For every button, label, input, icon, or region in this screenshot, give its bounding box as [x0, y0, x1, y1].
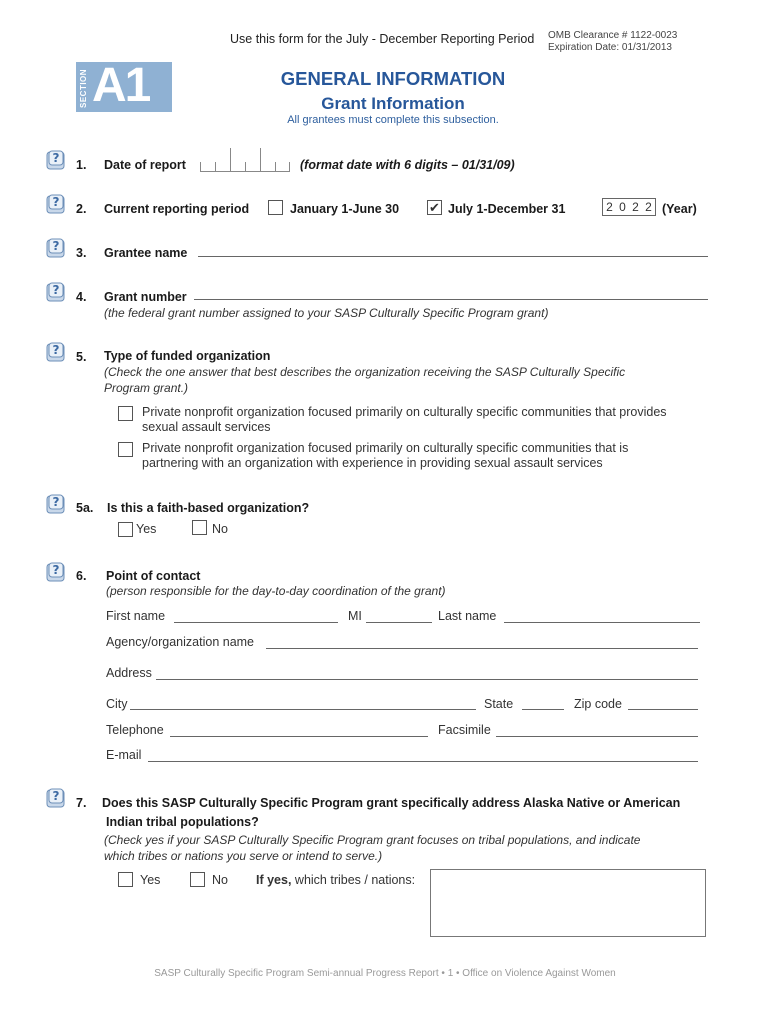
nonprofit-provides-checkbox[interactable]	[118, 406, 133, 421]
tribal-yes-label: Yes	[140, 873, 161, 887]
tribal-no-label: No	[212, 873, 228, 887]
mi-field[interactable]	[366, 622, 432, 623]
email-field[interactable]	[148, 761, 698, 762]
date-of-report-field[interactable]	[200, 148, 290, 172]
help-icon[interactable]	[46, 150, 66, 170]
q1-label: Date of report	[104, 158, 186, 172]
help-icon[interactable]	[46, 494, 66, 514]
q7-label-line1: Does this SASP Culturally Specific Program grant specifically address Alaska Native or American	[102, 796, 681, 810]
section-word: SECTION	[79, 68, 88, 108]
jan-june-checkbox[interactable]	[268, 200, 283, 215]
section-code: A1	[92, 59, 150, 112]
omb-number: OMB Clearance # 1122-0023	[548, 30, 678, 41]
q2-label: Current reporting period	[104, 202, 250, 216]
year-field[interactable]	[602, 198, 656, 216]
jan-june-label: January 1-June 30	[290, 202, 400, 216]
help-icon[interactable]	[46, 282, 66, 302]
tribes-nations-textarea[interactable]	[430, 869, 706, 937]
facsimile-field[interactable]	[496, 736, 698, 737]
july-dec-label: July 1-December 31	[448, 202, 566, 216]
state-label: State	[484, 697, 514, 711]
svg-text:?: ?	[52, 195, 60, 209]
address-label: Address	[106, 666, 152, 680]
nonprofit-partnering-line2: partnering with an organization with experience in providing sexual assault services	[142, 456, 603, 470]
state-field[interactable]	[522, 709, 564, 710]
q5-hint-line1: (Check the one answer that best describes the organization receiving the SASP Culturally Specific	[104, 365, 626, 379]
omb-clearance	[548, 30, 677, 54]
telephone-label: Telephone	[106, 723, 164, 737]
q6-label: Point of contact	[106, 569, 201, 583]
tribes-prompt-bold: If yes,	[256, 873, 292, 887]
grant-number-field[interactable]	[194, 299, 708, 300]
svg-text:?: ?	[52, 343, 60, 357]
city-field[interactable]	[130, 709, 476, 710]
last-name-field[interactable]	[504, 622, 700, 623]
email-label: E-mail	[106, 748, 142, 762]
help-icon[interactable]	[46, 238, 66, 258]
facsimile-label: Facsimile	[438, 723, 491, 737]
svg-text:?: ?	[52, 495, 60, 509]
faith-yes-label: Yes	[136, 522, 157, 536]
q4-hint: (the federal grant number assigned to your SASP Culturally Specific Program grant)	[104, 306, 549, 320]
svg-text:?: ?	[52, 239, 60, 253]
year-digit: 0	[619, 200, 626, 214]
tribal-no-checkbox[interactable]	[190, 872, 205, 887]
help-icon[interactable]	[46, 562, 66, 582]
q6-number: 6.	[76, 569, 87, 583]
address-field[interactable]	[156, 679, 698, 680]
help-icon[interactable]	[46, 788, 66, 808]
faith-yes-checkbox[interactable]	[118, 522, 133, 537]
year-digit: 2	[606, 200, 613, 214]
svg-text:?: ?	[52, 151, 60, 165]
q1-format-hint: (format date with 6 digits – 01/31/09)	[300, 158, 515, 172]
q3-label: Grantee name	[104, 246, 188, 260]
last-name-label: Last name	[438, 609, 497, 623]
svg-text:?: ?	[52, 563, 60, 577]
zip-field[interactable]	[628, 709, 698, 710]
svg-text:?: ?	[52, 789, 60, 803]
q1-number: 1.	[76, 158, 87, 172]
q7-hint-line1: (Check yes if your SASP Culturally Specific Program grant focuses on tribal populations, and indicate	[104, 833, 641, 847]
zip-label: Zip code	[574, 697, 622, 711]
tribes-prompt	[256, 872, 415, 888]
telephone-field[interactable]	[170, 736, 428, 737]
q3-number: 3.	[76, 246, 87, 260]
reporting-period-note: Use this form for the July - December Reporting Period	[230, 32, 535, 46]
q4-number: 4.	[76, 290, 87, 304]
year-digit: 2	[632, 200, 639, 214]
q5-label: Type of funded organization	[104, 349, 271, 363]
july-dec-checkbox[interactable]: ✔	[427, 200, 442, 215]
nonprofit-partnering-line1: Private nonprofit organization focused primarily on culturally specific communities that is	[142, 441, 629, 455]
q2-number: 2.	[76, 202, 87, 216]
mi-label: MI	[348, 609, 362, 623]
first-name-field[interactable]	[174, 622, 338, 623]
nonprofit-partnering-checkbox[interactable]	[118, 442, 133, 457]
first-name-label: First name	[106, 609, 166, 623]
nonprofit-provides-line1: Private nonprofit organization focused primarily on culturally specific communities that provides	[142, 405, 667, 419]
q6-hint: (person responsible for the day-to-day coordination of the grant)	[106, 584, 446, 598]
q7-label-line2: Indian tribal populations?	[106, 815, 259, 829]
q5-hint-line2: Program grant.)	[104, 381, 189, 395]
year-label: (Year)	[662, 202, 697, 216]
page-footer: SASP Culturally Specific Program Semi-annual Progress Report • 1 • Office on Violence Against Women	[154, 968, 616, 979]
subsection-instruction: All grantees must complete this subsection.	[287, 114, 499, 126]
help-icon[interactable]	[46, 194, 66, 214]
q7-number: 7.	[76, 796, 87, 810]
tribes-prompt-rest: which tribes / nations:	[291, 873, 416, 887]
q5-number: 5.	[76, 350, 87, 364]
page-subtitle: Grant Information	[321, 94, 465, 113]
expiration-date: Expiration Date: 01/31/2013	[548, 42, 672, 53]
q4-label: Grant number	[104, 290, 187, 304]
faith-no-label: No	[212, 522, 228, 536]
page-title: GENERAL INFORMATION	[280, 68, 506, 89]
q5a-label: Is this a faith-based organization?	[107, 501, 310, 515]
tribal-yes-checkbox[interactable]	[118, 872, 133, 887]
faith-no-checkbox[interactable]	[192, 520, 207, 535]
help-icon[interactable]	[46, 342, 66, 362]
svg-text:?: ?	[52, 283, 60, 297]
city-label: City	[106, 697, 128, 711]
grantee-name-field[interactable]	[198, 256, 708, 257]
q7-hint-line2: which tribes or nations you serve or intend to serve.)	[104, 849, 383, 863]
q5a-number: 5a.	[76, 501, 94, 515]
agency-field[interactable]	[266, 648, 698, 649]
year-digit: 2	[645, 200, 652, 214]
section-badge	[76, 59, 172, 112]
nonprofit-provides-line2: sexual assault services	[142, 420, 271, 434]
agency-label: Agency/organization name	[106, 635, 255, 649]
